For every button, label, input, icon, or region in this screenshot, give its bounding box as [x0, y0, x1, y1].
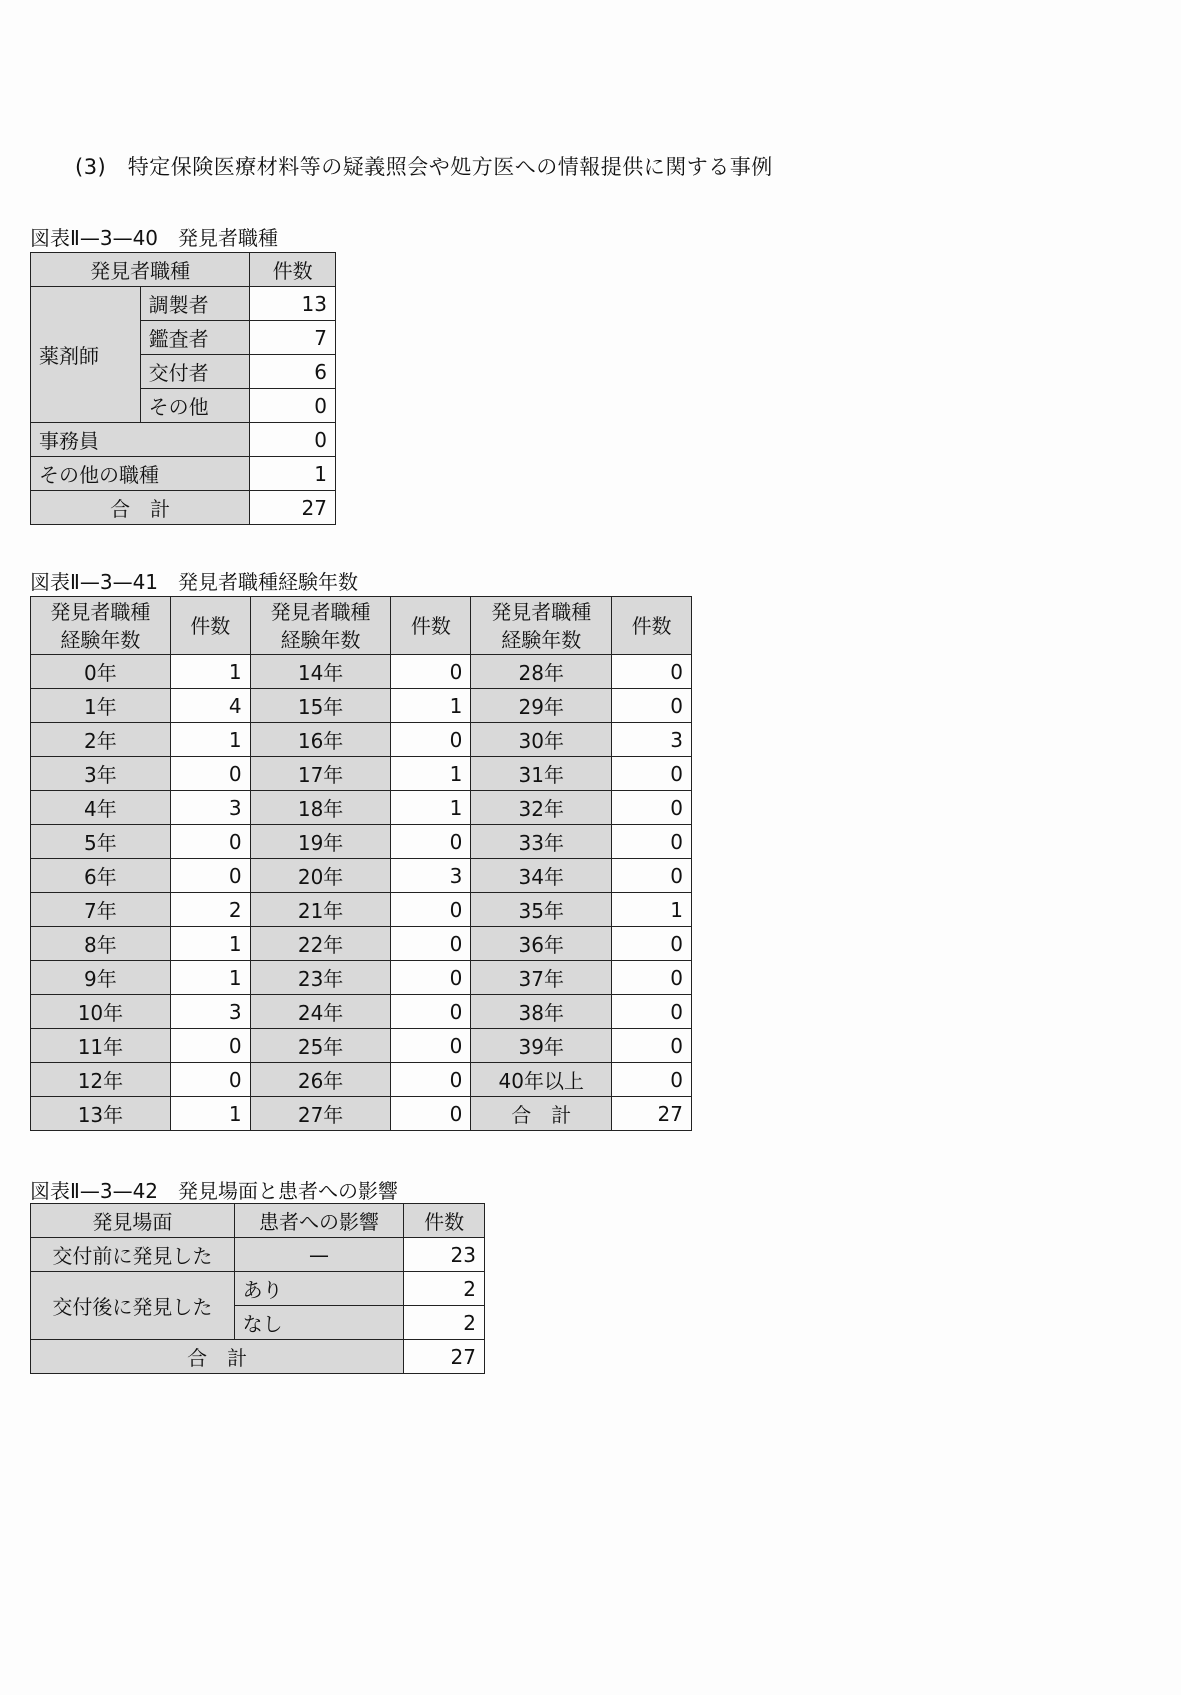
impact-value: なし	[234, 1306, 404, 1340]
table-row	[31, 1238, 485, 1272]
count-cell: 0	[612, 791, 692, 825]
table-header-row	[31, 253, 336, 287]
years-cell: 24年	[250, 995, 391, 1029]
years-cell: 0年	[31, 655, 171, 689]
row-count: 6	[250, 355, 336, 389]
years-cell: 36年	[471, 927, 612, 961]
years-cell: 15年	[250, 689, 391, 723]
table42-caption: 図表Ⅱ—3—42 発見場面と患者への影響	[30, 1179, 399, 1203]
header-count: 件数	[250, 253, 336, 287]
header-years-line2: 経験年数	[280, 627, 361, 652]
count-cell: 0	[391, 893, 471, 927]
years-cell: 29年	[471, 689, 612, 723]
total-label: 合 計	[31, 1340, 404, 1374]
row-count: 0	[250, 389, 336, 423]
count-cell: 0	[612, 1063, 692, 1097]
count-cell: 1	[170, 655, 250, 689]
count-cell: 3	[391, 859, 471, 893]
table-row	[31, 1097, 692, 1131]
header-occupation: 発見者職種	[31, 253, 250, 287]
count-cell: 1	[391, 757, 471, 791]
count-cell: 1	[170, 1097, 250, 1131]
count-cell: 0	[391, 825, 471, 859]
count-cell: 0	[391, 927, 471, 961]
row-label: その他	[140, 389, 250, 423]
years-cell: 5年	[31, 825, 171, 859]
total-count: 27	[404, 1340, 485, 1374]
count-cell: 0	[391, 961, 471, 995]
table-row	[31, 689, 692, 723]
years-cell: 8年	[31, 927, 171, 961]
count-cell: 1	[170, 961, 250, 995]
years-cell: 38年	[471, 995, 612, 1029]
count-cell: 0	[612, 961, 692, 995]
header-years	[250, 597, 391, 655]
count-cell: 0	[612, 995, 692, 1029]
header-impact: 患者への影響	[234, 1204, 404, 1238]
table41-caption: 図表Ⅱ—3—41 発見者職種経験年数	[30, 570, 359, 594]
count-cell: 0	[391, 1063, 471, 1097]
header-count: 件数	[612, 597, 692, 655]
years-cell: 26年	[250, 1063, 391, 1097]
header-count: 件数	[404, 1204, 485, 1238]
years-cell: 20年	[250, 859, 391, 893]
count-cell: 0	[170, 1029, 250, 1063]
table-row	[31, 961, 692, 995]
count-cell: 0	[391, 1097, 471, 1131]
count-cell: 1	[391, 689, 471, 723]
row-count: 2	[404, 1272, 485, 1306]
years-cell: 37年	[471, 961, 612, 995]
row-label: 調製者	[140, 287, 250, 321]
count-cell: 0	[391, 723, 471, 757]
header-years	[471, 597, 612, 655]
count-cell: 0	[612, 927, 692, 961]
years-cell: 19年	[250, 825, 391, 859]
page-heading: (3) 特定保険医療材料等の疑義照会や処方医への情報提供に関する事例	[75, 155, 773, 179]
count-cell: 0	[612, 757, 692, 791]
years-cell: 16年	[250, 723, 391, 757]
table-header-row	[31, 597, 692, 655]
years-cell: 6年	[31, 859, 171, 893]
years-cell: 40年以上	[471, 1063, 612, 1097]
count-cell: 1	[170, 927, 250, 961]
header-years-line2: 経験年数	[60, 627, 141, 652]
years-cell: 30年	[471, 723, 612, 757]
row-count: 2	[404, 1306, 485, 1340]
total-label: 合 計	[31, 491, 250, 525]
count-cell: 0	[391, 995, 471, 1029]
years-cell: 17年	[250, 757, 391, 791]
count-cell: 2	[170, 893, 250, 927]
count-cell: 0	[612, 825, 692, 859]
header-years-line2: 経験年数	[501, 627, 582, 652]
years-cell: 7年	[31, 893, 171, 927]
years-cell: 13年	[31, 1097, 171, 1131]
count-cell: 0	[391, 655, 471, 689]
table-header-row	[31, 1204, 485, 1238]
years-cell: 23年	[250, 961, 391, 995]
discoverer-occupation-table	[30, 252, 336, 525]
years-cell: 28年	[471, 655, 612, 689]
years-cell: 10年	[31, 995, 171, 1029]
scene-before: 交付前に発見した	[31, 1238, 235, 1272]
years-cell: 22年	[250, 927, 391, 961]
count-cell: 0	[170, 757, 250, 791]
table-row	[31, 757, 692, 791]
count-cell: 1	[612, 893, 692, 927]
years-cell: 4年	[31, 791, 171, 825]
table-row	[31, 893, 692, 927]
years-cell: 33年	[471, 825, 612, 859]
row-label: その他の職種	[31, 457, 250, 491]
count-cell: 27	[612, 1097, 692, 1131]
count-cell: 0	[612, 1029, 692, 1063]
years-cell: 3年	[31, 757, 171, 791]
count-cell: 0	[612, 655, 692, 689]
impact-value: —	[234, 1238, 404, 1272]
scene-after: 交付後に発見した	[31, 1272, 235, 1340]
years-cell: 合 計	[471, 1097, 612, 1131]
header-years-line1: 発見者職種	[491, 599, 592, 624]
years-cell: 2年	[31, 723, 171, 757]
row-count: 7	[250, 321, 336, 355]
years-cell: 34年	[471, 859, 612, 893]
count-cell: 1	[170, 723, 250, 757]
header-count: 件数	[170, 597, 250, 655]
table-row	[31, 457, 336, 491]
header-scene: 発見場面	[31, 1204, 235, 1238]
count-cell: 0	[391, 1029, 471, 1063]
discovery-scene-table	[30, 1203, 485, 1374]
count-cell: 0	[170, 859, 250, 893]
count-cell: 4	[170, 689, 250, 723]
table-row	[31, 655, 692, 689]
years-cell: 1年	[31, 689, 171, 723]
years-cell: 31年	[471, 757, 612, 791]
years-cell: 35年	[471, 893, 612, 927]
years-cell: 9年	[31, 961, 171, 995]
impact-value: あり	[234, 1272, 404, 1306]
years-cell: 12年	[31, 1063, 171, 1097]
table-row	[31, 423, 336, 457]
row-count: 23	[404, 1238, 485, 1272]
experience-table-body	[31, 655, 692, 1131]
table-row	[31, 723, 692, 757]
row-count: 1	[250, 457, 336, 491]
total-row	[31, 491, 336, 525]
header-years-line1: 発見者職種	[270, 599, 371, 624]
years-cell: 21年	[250, 893, 391, 927]
table-row	[31, 825, 692, 859]
count-cell: 3	[612, 723, 692, 757]
count-cell: 0	[170, 1063, 250, 1097]
pharmacist-label: 薬剤師	[31, 287, 141, 423]
total-row	[31, 1340, 485, 1374]
count-cell: 0	[170, 825, 250, 859]
years-cell: 18年	[250, 791, 391, 825]
table-row	[31, 1272, 485, 1306]
years-cell: 14年	[250, 655, 391, 689]
table-row	[31, 859, 692, 893]
count-cell: 0	[612, 689, 692, 723]
row-label: 事務員	[31, 423, 250, 457]
total-count: 27	[250, 491, 336, 525]
header-years-line1: 発見者職種	[50, 599, 151, 624]
count-cell: 3	[170, 995, 250, 1029]
table-row	[31, 791, 692, 825]
row-count: 13	[250, 287, 336, 321]
years-cell: 32年	[471, 791, 612, 825]
table40-caption: 図表Ⅱ—3—40 発見者職種	[30, 226, 279, 250]
row-label: 鑑査者	[140, 321, 250, 355]
table-row	[31, 1029, 692, 1063]
table-row	[31, 995, 692, 1029]
count-cell: 0	[612, 859, 692, 893]
header-years	[31, 597, 171, 655]
row-label: 交付者	[140, 355, 250, 389]
experience-years-table	[30, 596, 692, 1131]
table-row	[31, 287, 336, 321]
count-cell: 3	[170, 791, 250, 825]
table-row	[31, 1063, 692, 1097]
row-count: 0	[250, 423, 336, 457]
years-cell: 11年	[31, 1029, 171, 1063]
years-cell: 27年	[250, 1097, 391, 1131]
years-cell: 25年	[250, 1029, 391, 1063]
header-count: 件数	[391, 597, 471, 655]
table-row	[31, 927, 692, 961]
count-cell: 1	[391, 791, 471, 825]
years-cell: 39年	[471, 1029, 612, 1063]
